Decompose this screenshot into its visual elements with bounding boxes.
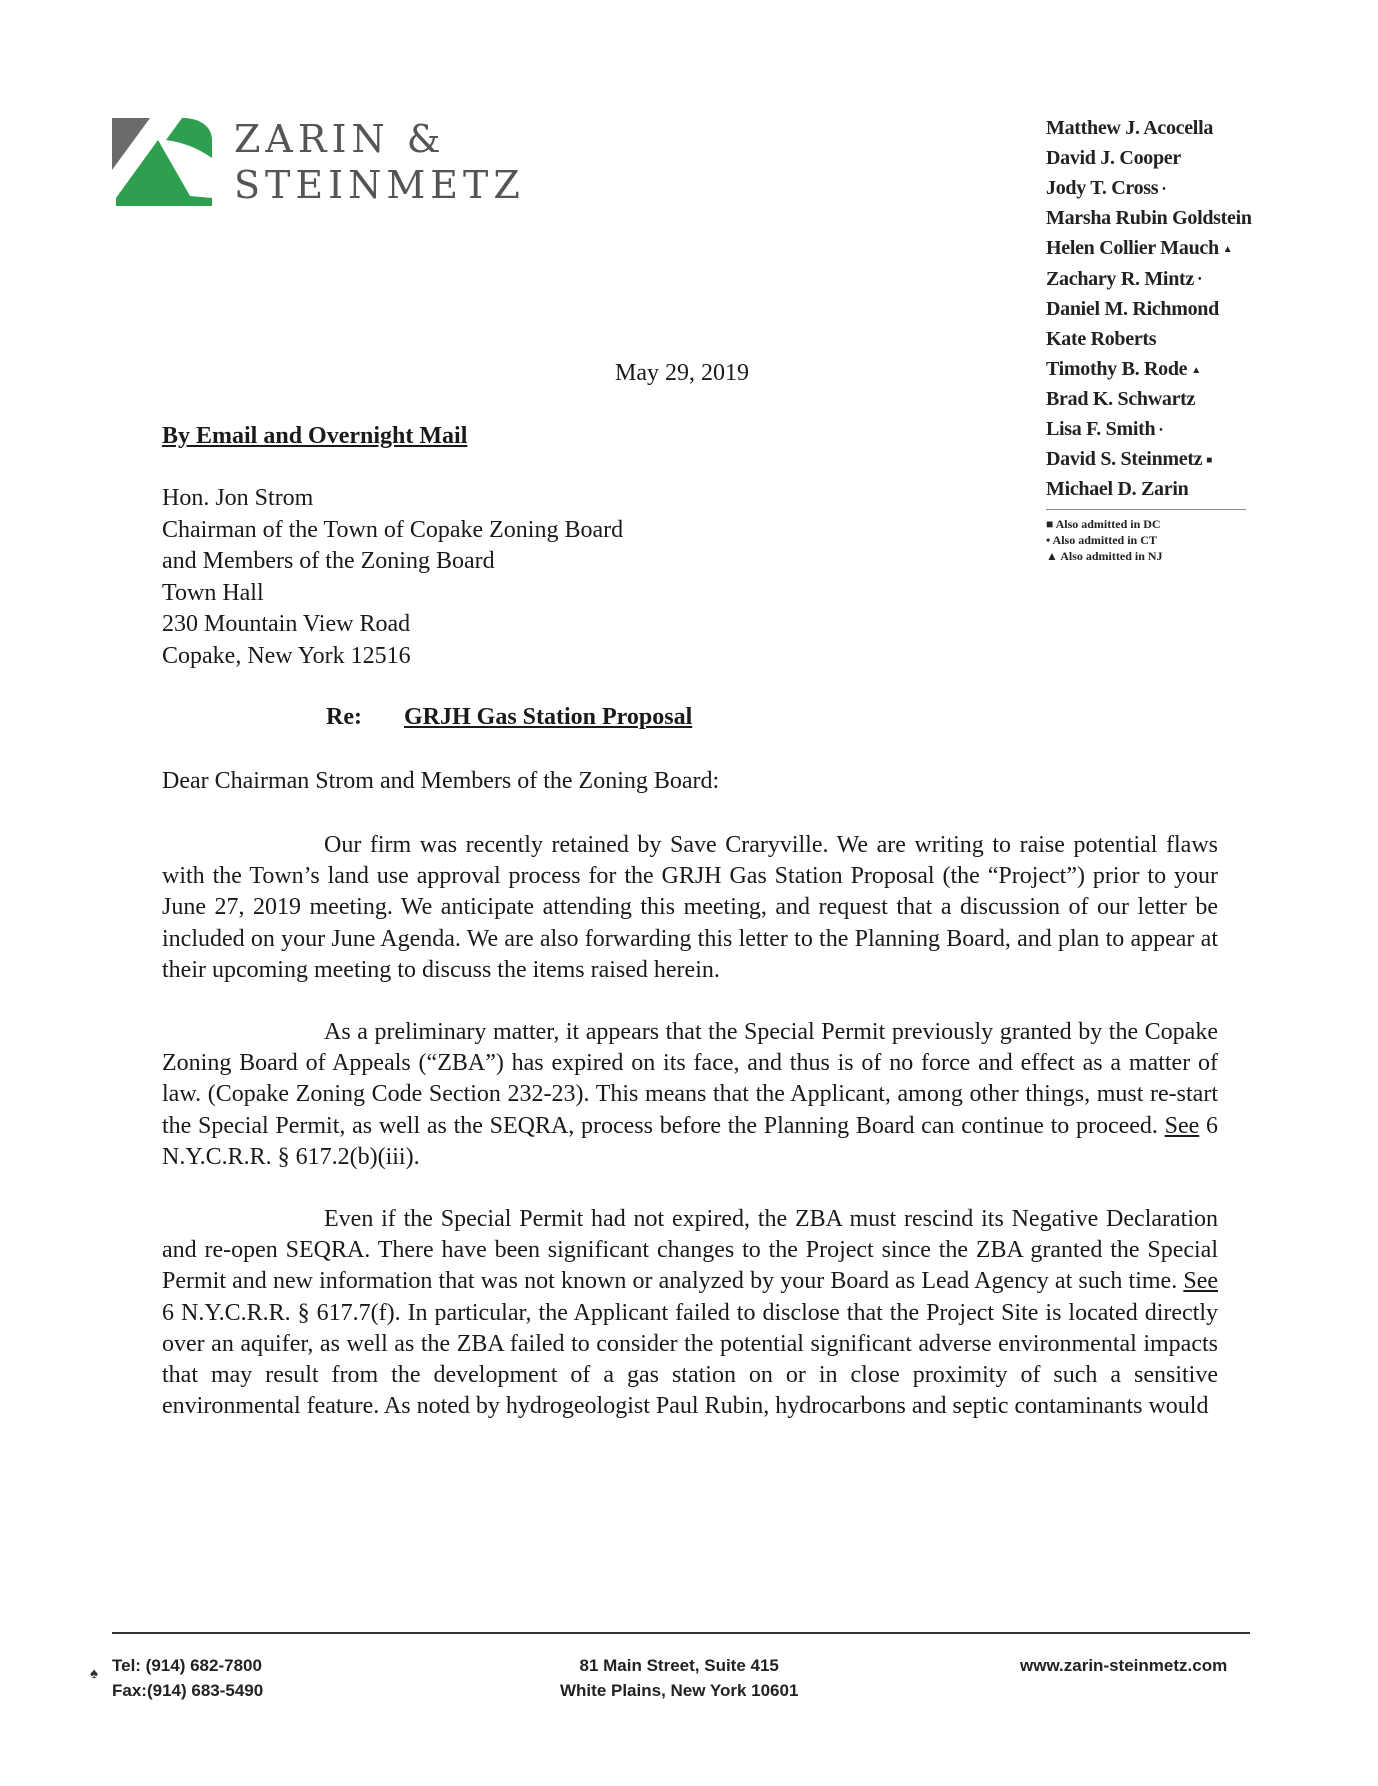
footer-contact <box>112 1653 263 1703</box>
footer-address <box>560 1653 798 1703</box>
letter-body <box>162 830 1218 1453</box>
attorney-name: Daniel M. Richmond <box>1046 297 1219 320</box>
footer-address-line: White Plains, New York 10601 <box>560 1681 799 1700</box>
admission-note: ▲ Also admitted in NJ <box>1046 549 1163 564</box>
attorney-name: Michael D. Zarin <box>1046 478 1189 501</box>
attorney-list <box>1046 114 1261 564</box>
subject-text: GRJH Gas Station Proposal <box>404 704 693 730</box>
addressee-block <box>162 483 623 672</box>
citation-signal: See <box>1183 1268 1219 1295</box>
attorney-name: David J. Cooper <box>1046 147 1181 170</box>
leaf-icon: ♠ <box>90 1666 98 1682</box>
attorney-name: Marsha Rubin Goldstein <box>1046 207 1252 230</box>
footer-fax: Fax:(914) 683-5490 <box>112 1681 264 1700</box>
footer-address-line: 81 Main Street, Suite 415 <box>579 1656 779 1675</box>
attorney-name: Zachary R. Mintz • <box>1046 267 1202 290</box>
firm-name <box>234 116 525 208</box>
subject-line <box>326 704 692 731</box>
addressee-line: Hon. Jon Strom <box>162 485 314 511</box>
admission-note: • Also admitted in CT <box>1046 533 1157 548</box>
citation-signal: See <box>1164 1112 1200 1139</box>
zs-logo-icon <box>112 118 212 208</box>
delivery-method: By Email and Overnight Mail <box>162 423 468 449</box>
attorney-name: Helen Collier Mauch ▲ <box>1046 237 1233 260</box>
attorney-name: David S. Steinmetz ■ <box>1046 448 1213 471</box>
addressee-line: Chairman of the Town of Copake Zoning Board <box>162 516 624 543</box>
attorney-divider <box>1046 509 1246 510</box>
firm-name-line2: STEINMETZ <box>234 163 525 207</box>
body-paragraph-3: Even if the Special Permit had not expired, the ZBA must rescind its Negative Declaration and re-open SEQRA. There have been significant changes to the Project since the ZBA granted the Special Permit and new information that was not known or analyzed by your Board as Lead Agency at such time. See 6 N.Y.C.R.R. § 617.7(f). In particular, the Applicant failed to disclose that the Project Site is located directly over an aquifer, as well as the ZBA failed to consider the potential significant adverse environmental impacts that may result from the development of a gas station on or in close proximity of such a sensitive environmental feature. As noted by hydrogeologist Paul Rubin, hydrocarbons and septic contaminants would <box>162 1206 1219 1420</box>
attorney-name: Brad K. Schwartz <box>1046 387 1196 410</box>
footer-website[interactable]: www.zarin-steinmetz.com <box>1020 1656 1228 1675</box>
addressee-line: Town Hall <box>162 579 264 606</box>
addressee-line: 230 Mountain View Road <box>162 611 411 637</box>
addressee-line: Copake, New York 12516 <box>162 642 411 669</box>
firm-name-line1: ZARIN & <box>234 117 446 161</box>
footer-tel: Tel: (914) 682-7800 <box>112 1656 262 1675</box>
body-paragraph-2: As a preliminary matter, it appears that the Special Permit previously granted by the Copake Zoning Board of Appeals (“ZBA”) has expired on its face, and thus is of no force and effect as a matter of law. (Copake Zoning Code Section 232-23). This means that the Applicant, among other things, must re-start the Special Permit, as well as the SEQRA, process before the Planning Board can continue to proceed. See 6 N.Y.C.R.R. § 617.2(b)(iii). <box>162 1019 1218 1170</box>
attorney-name: Lisa F. Smith • <box>1046 418 1163 441</box>
addressee-line: and Members of the Zoning Board <box>162 548 495 574</box>
attorney-name: Kate Roberts <box>1046 327 1157 350</box>
salutation: Dear Chairman Strom and Members of the Zoning Board: <box>162 768 720 794</box>
body-paragraph-1: Our firm was recently retained by Save Craryville. We are writing to raise potential flaws with the Town’s land use approval process for the GRJH Gas Station Proposal (the “Project”) prior to your June 27, 2019 meeting. We anticipate attending this meeting, and request that a discussion of our letter be included on your June Agenda. We are also forwarding this letter to the Planning Board, and plan to appear at their upcoming meeting to discuss the items raised herein. <box>162 832 1218 983</box>
footer-divider <box>112 1632 1250 1634</box>
subject-label: Re: <box>326 704 362 730</box>
attorney-name: Timothy B. Rode ▲ <box>1046 357 1201 380</box>
attorney-name: Jody T. Cross • <box>1046 177 1166 200</box>
admission-note: ■ Also admitted in DC <box>1046 517 1161 532</box>
letter-date: May 29, 2019 <box>615 360 749 386</box>
admissions-legend <box>1046 516 1261 564</box>
attorney-name: Matthew J. Acocella <box>1046 117 1214 139</box>
